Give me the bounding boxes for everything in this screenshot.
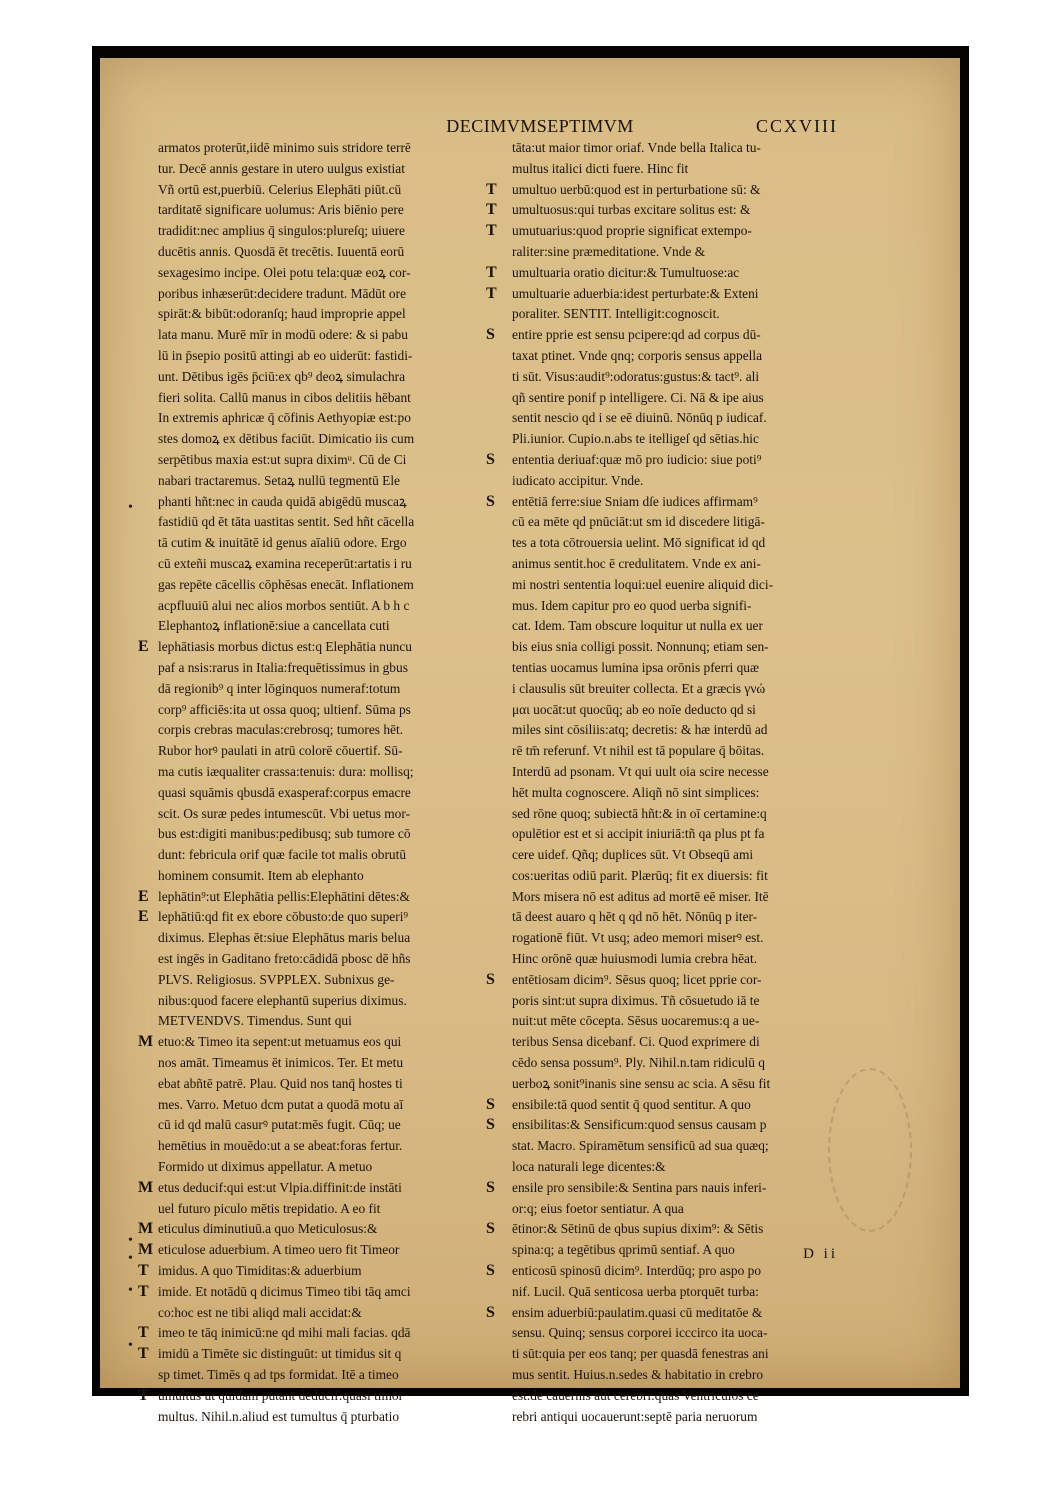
text-line-content: multus. Nihil.n.aliud est tumultus q̄ pturbatio bbox=[158, 1408, 400, 1424]
text-line bbox=[512, 138, 847, 159]
lemma-initial: T bbox=[486, 284, 497, 302]
text-line bbox=[158, 1053, 476, 1074]
text-line-content: umultuaria oratio dicitur:& Tumultuose:ac bbox=[512, 264, 740, 280]
text-line-content: PLVS. Religiosus. SVPPLEX. Subnixus ge- bbox=[158, 971, 395, 987]
text-line bbox=[138, 1032, 476, 1053]
text-line bbox=[512, 346, 847, 367]
text-line bbox=[158, 1365, 476, 1386]
text-line-content: quasi squāmis qbusdā exasperaf:corpus emacre bbox=[158, 784, 411, 800]
text-line-content: etus deducif:qui est:ut Vlpia.diffinit:de instāti bbox=[158, 1179, 402, 1195]
text-line bbox=[512, 907, 847, 928]
text-line bbox=[512, 741, 847, 762]
text-line-content: Interdū ad psonam. Vt qui uult oia scire necesse bbox=[512, 763, 769, 779]
text-line-content: poris sint:ut supra diximus. Tñ cōsuetudo iā te bbox=[512, 992, 760, 1008]
text-line bbox=[486, 1261, 847, 1282]
text-line bbox=[512, 1011, 847, 1032]
text-line-content: gas repēte cācellis cōphēsas enecāt. Inflationem bbox=[158, 576, 414, 592]
text-line-content: tur. Decē annis gestare in utero uulgus existiat bbox=[158, 160, 405, 176]
book-page bbox=[100, 58, 960, 1424]
text-line bbox=[512, 408, 847, 429]
text-line bbox=[158, 1115, 476, 1136]
text-line bbox=[158, 1157, 476, 1178]
text-line-content: ebat abñtē patrē. Plau. Quid nos tanq̄ hostes ti bbox=[158, 1075, 403, 1091]
text-line bbox=[158, 741, 476, 762]
text-line bbox=[158, 658, 476, 679]
text-line bbox=[138, 907, 476, 928]
lemma-initial: S bbox=[486, 1178, 495, 1196]
text-line-content: sexagesimo incipe. Olei potu tela:quæ eoꝝ cor- bbox=[158, 264, 411, 280]
text-line-content: umultus ut quidam putant deducif:quasi timor bbox=[158, 1387, 404, 1403]
text-line-content: lephātiū:qd fit ex ebore cōbusto:de quo superi⁹ bbox=[158, 909, 409, 925]
text-line-content: spina:q; a tegētibus qprimū sentiaf. A quo bbox=[512, 1242, 735, 1258]
margin-dot: • bbox=[128, 1251, 133, 1266]
text-line-content: acpfluuiū alui nec alios morbos sentiūt. A b h c bbox=[158, 597, 410, 613]
text-line-content: unt. Dētibus igēs p̄ciū:ex qb⁹ deoꝝ simulachra bbox=[158, 368, 406, 384]
text-line bbox=[486, 221, 847, 242]
text-line bbox=[158, 429, 476, 450]
text-line-content: eticulus diminutiuū.a quo Meticulosus:& bbox=[158, 1221, 378, 1237]
text-line-content: tā cutim & inuitātē id genus aīaliū odore. Ergo bbox=[158, 535, 407, 551]
text-line bbox=[486, 450, 847, 471]
text-line-content: imide. Et notādū q dicimus Timeo tibi tāq amci bbox=[158, 1283, 411, 1299]
text-line bbox=[512, 1157, 847, 1178]
text-line bbox=[158, 762, 476, 783]
text-line bbox=[158, 554, 476, 575]
text-line-content: cos:ueritas odiū parit. Plærūq; fit ex diuersis: fit bbox=[512, 867, 768, 883]
text-line bbox=[158, 159, 476, 180]
text-line bbox=[158, 450, 476, 471]
text-line-content: diximus. Elephas ēt:siue Elephātus maris belua bbox=[158, 930, 411, 946]
text-line-content: phanti hñt:nec in cauda quidā abigēdū muscaꝝ bbox=[158, 493, 407, 509]
text-line-content: fieri solita. Callū manus in cibos delitiis hēbant bbox=[158, 389, 411, 405]
text-line-content: ensim aduerbiū:paulatim.quasi cū meditatōe & bbox=[512, 1304, 763, 1320]
text-line bbox=[158, 512, 476, 533]
text-line-content: rē tm̄ referunf. Vt nihil est tā populare q̄ bōitas. bbox=[512, 743, 765, 759]
lemma-initial: T bbox=[138, 1345, 149, 1363]
text-line bbox=[512, 533, 847, 554]
margin-dot: • bbox=[128, 1338, 133, 1353]
text-line-content: METVENDVS. Timendus. Sunt qui bbox=[158, 1013, 352, 1029]
text-line bbox=[512, 159, 847, 180]
text-line-content: Hinc orōnē quæ huiusmodi lumia crebra hēat. bbox=[512, 951, 758, 967]
text-line-content: hominem consumit. Item ab elephanto bbox=[158, 867, 364, 883]
lemma-initial: T bbox=[486, 263, 497, 281]
text-line-content: uerboꝝ sonit⁹inanis sine sensu ac scia. A sēsu fit bbox=[512, 1075, 771, 1091]
text-line bbox=[138, 1261, 476, 1282]
text-line-content: cū ea mēte qd pnūciāt:ut sm id discedere litigā- bbox=[512, 514, 765, 530]
text-line-content: nos amāt. Timeamus ēt inimicos. Ter. Et metu bbox=[158, 1055, 404, 1071]
text-line bbox=[158, 575, 476, 596]
text-line-content: hēt multa cognoscere. Aliqñ nō sint simplices: bbox=[512, 784, 760, 800]
text-line bbox=[512, 1136, 847, 1157]
text-line-content: ma cutis iæqualiter crassa:tenuis: dura: mollisq; bbox=[158, 763, 414, 779]
text-line bbox=[158, 866, 476, 887]
lemma-initial: S bbox=[486, 1095, 495, 1113]
text-line-content: iudicato accipitur. Vnde. bbox=[512, 472, 644, 488]
text-line bbox=[512, 804, 847, 825]
text-line bbox=[512, 824, 847, 845]
text-line-content: i clausulis sūt breuiter collecta. Et a græcis γνώ bbox=[512, 680, 766, 696]
text-line-content: spirāt:& bibūt:odoranſq; haud improprie appel bbox=[158, 306, 406, 322]
text-line bbox=[512, 1386, 847, 1407]
text-line bbox=[158, 845, 476, 866]
text-line-content: tes a tota cōtrouersia uelint. Mō significat id qd bbox=[512, 535, 766, 551]
text-line-content: animus sentit.hoc ē credulitatem. Vnde ex ani- bbox=[512, 555, 761, 571]
text-line-content: sp timet. Timēs q ad tps formidat. Itē a timeo bbox=[158, 1367, 399, 1383]
text-line-content: ensibilitas:& Sensificum:quod sensus causam p bbox=[512, 1117, 767, 1133]
text-line bbox=[486, 1303, 847, 1324]
lemma-initial: T bbox=[138, 1386, 149, 1404]
lemma-initial: S bbox=[486, 1303, 495, 1321]
text-line bbox=[512, 429, 847, 450]
margin-dot: • bbox=[128, 1283, 133, 1298]
text-line-content: raliter:sine præmeditatione. Vnde & bbox=[512, 243, 706, 259]
text-line-content: nabari tractaremus. Setaꝝ nullū tegmentū Ele bbox=[158, 472, 400, 488]
text-line bbox=[158, 679, 476, 700]
text-line bbox=[158, 492, 476, 513]
text-line bbox=[158, 616, 476, 637]
text-line-content: mi nostri sententia loqui:uel euenire aliquid dici- bbox=[512, 576, 774, 592]
text-line bbox=[512, 1032, 847, 1053]
text-line bbox=[512, 845, 847, 866]
text-line-content: In extremis aphricæ q̄ cōfinis Aethyopiæ est:po bbox=[158, 410, 411, 426]
text-line-content: bus est:digiti manibus:pedibusq; sub tumore cō bbox=[158, 826, 411, 842]
lemma-initial: E bbox=[138, 908, 149, 926]
text-line-content: scit. Os suræ pedes intumescūt. Vbi uetus mor- bbox=[158, 805, 411, 821]
text-line bbox=[512, 949, 847, 970]
text-line-content: cat. Idem. Tam obscure loquitur ut nulla ex uer bbox=[512, 618, 763, 634]
text-line bbox=[486, 1095, 847, 1116]
margin-dot: • bbox=[128, 500, 133, 515]
text-line bbox=[512, 1074, 847, 1095]
lemma-initial: M bbox=[138, 1178, 154, 1196]
text-line bbox=[158, 408, 476, 429]
text-line bbox=[158, 471, 476, 492]
lemma-initial: M bbox=[138, 1033, 154, 1051]
text-line bbox=[138, 1344, 476, 1365]
text-line-content: armatos proterūt,iidē minimo suis stridore terrē bbox=[158, 140, 411, 155]
text-line-content: sed rōne quoq; subiectā hñt:& in oī certamine:q bbox=[512, 805, 767, 821]
lemma-initial: T bbox=[486, 180, 497, 198]
text-line-content: lephātin⁹:ut Elephātia pellis:Elephātini dētes:& bbox=[158, 888, 410, 904]
text-line bbox=[512, 367, 847, 388]
text-line bbox=[512, 554, 847, 575]
text-line-content: ententia deriuaf:quæ mō pro iudicio: siue poti⁹ bbox=[512, 451, 762, 467]
text-line bbox=[512, 658, 847, 679]
text-line bbox=[158, 700, 476, 721]
text-line bbox=[158, 138, 476, 159]
text-line bbox=[158, 180, 476, 201]
text-line-content: imidū a Timēte sic distinguūt: ut timidus sit q bbox=[158, 1346, 402, 1362]
text-line bbox=[512, 866, 847, 887]
text-line-content: μαι uocāt:ut quocūq; ab eo noīe deducto qd si bbox=[512, 701, 756, 717]
text-line bbox=[512, 637, 847, 658]
text-line bbox=[158, 304, 476, 325]
text-line bbox=[512, 1282, 847, 1303]
text-line bbox=[512, 1323, 847, 1344]
text-line-content: corpis crebras maculas:crebrosq; tumores hēt. bbox=[158, 722, 404, 738]
text-line bbox=[158, 1303, 476, 1324]
text-line bbox=[512, 700, 847, 721]
text-line-content: est.de cauernis aūt cerebri:quas Ventriculos ce bbox=[512, 1387, 759, 1403]
text-line-content: Elephantoꝝ inflationē:siue a cancellata cuti bbox=[158, 618, 390, 634]
text-line bbox=[158, 596, 476, 617]
text-line-content: cū exteñi muscaꝝ examina receperūt:artatis i ru bbox=[158, 555, 412, 571]
text-line bbox=[486, 1115, 847, 1136]
text-line bbox=[138, 1240, 476, 1261]
text-line-content: tentias uocamus lumina ipsa orōnis pferri quæ bbox=[512, 659, 759, 675]
text-line-content: nif. Lucil. Quā senticosa uerba ptorquēt turba: bbox=[512, 1283, 759, 1299]
margin-dot: • bbox=[128, 1233, 133, 1248]
text-line bbox=[486, 1219, 847, 1240]
text-line bbox=[138, 1178, 476, 1199]
lemma-initial: T bbox=[138, 1262, 149, 1280]
text-line bbox=[158, 991, 476, 1012]
text-line-content: poribus inhæserūt:decidere tradunt. Mādūt ore bbox=[158, 285, 407, 301]
text-line-content: tāta:ut maior timor oriaf. Vnde bella Italica tu- bbox=[512, 140, 761, 155]
text-line bbox=[158, 1011, 476, 1032]
text-line-content: cere uidef. Qñq; duplices sūt. Vt Obseqū ami bbox=[512, 847, 754, 863]
text-line-content: est ingēs in Gaditano freto:cādidā pbosc dē hñs bbox=[158, 951, 411, 967]
right-column bbox=[486, 138, 847, 1427]
text-line bbox=[486, 492, 847, 513]
text-line-content: entētiā ferre:siue Sniam dſe iudices affirmam⁹ bbox=[512, 493, 758, 509]
lemma-initial: S bbox=[486, 970, 495, 988]
text-line bbox=[512, 1240, 847, 1261]
text-line-content: sensu. Quinq; sensus corporei icccirco ita uoca- bbox=[512, 1325, 768, 1341]
text-line-content: cēdo sensa possum⁹. Ply. Nihil.n.tam ridiculū q bbox=[512, 1055, 765, 1071]
text-line bbox=[158, 533, 476, 554]
text-line bbox=[158, 367, 476, 388]
text-line-content: lephātiasis morbus dictus est:q Elephātia nuncu bbox=[158, 639, 412, 655]
text-line bbox=[138, 887, 476, 908]
lemma-initial: T bbox=[486, 201, 497, 219]
text-line-content: entētiosam dicim⁹. Sēsus quoq; licet pprie cor- bbox=[512, 971, 762, 987]
text-line-content: Rubor horꝰ paulati in atrū colorē cōuertif. Sū- bbox=[158, 743, 403, 759]
text-line bbox=[158, 824, 476, 845]
text-line bbox=[158, 783, 476, 804]
text-line-content: Mors misera nō est aditus ad mortē eē miser. Itē bbox=[512, 888, 769, 904]
text-line-content: umultuo uerbū:quod est in perturbatione sū: & bbox=[512, 181, 761, 197]
text-line-content: lū in p̄sepio positū attingi ab eo uiderūt: fastidi- bbox=[158, 347, 413, 363]
text-line bbox=[138, 1386, 476, 1407]
text-line-content: umutuarius:quod proprie significat extempo- bbox=[512, 223, 752, 239]
text-line-content: fastidiū qd ēt tāta uastitas sentit. Sed hñt cācella bbox=[158, 514, 415, 530]
text-line bbox=[138, 1282, 476, 1303]
lemma-initial: M bbox=[138, 1220, 154, 1238]
text-line-content: loca naturali lege dicentes:& bbox=[512, 1159, 666, 1175]
text-line bbox=[512, 242, 847, 263]
text-line bbox=[512, 1053, 847, 1074]
text-line-content: dunt: febricula orif quæ facile tot malis obrutū bbox=[158, 847, 407, 863]
text-line bbox=[512, 1199, 847, 1220]
text-line bbox=[512, 575, 847, 596]
text-line bbox=[512, 762, 847, 783]
text-line bbox=[512, 616, 847, 637]
lemma-initial: S bbox=[486, 326, 495, 344]
text-line-content: ensibile:tā quod sentit q̄ quod sentitur. A quo bbox=[512, 1096, 751, 1112]
lemma-initial: S bbox=[486, 492, 495, 510]
text-line-content: multus italici dicti fuere. Hinc fit bbox=[512, 160, 689, 176]
text-line-content: tā deest auaro q hēt q qd nō hēt. Nōnūq p iter- bbox=[512, 909, 758, 925]
text-line bbox=[158, 242, 476, 263]
text-line-content: uel futuro piculo mētis trepidatio. A eo fit bbox=[158, 1200, 381, 1216]
text-line bbox=[512, 783, 847, 804]
text-line-content: or:q; eius foetor sentiatur. A qua bbox=[512, 1200, 684, 1216]
text-line bbox=[486, 180, 847, 201]
text-line-content: taxat ptinet. Vnde qnq; corporis sensus appella bbox=[512, 347, 763, 363]
lemma-initial: S bbox=[486, 1220, 495, 1238]
text-line bbox=[158, 263, 476, 284]
text-line-content: mes. Varro. Metuo dcm putat a quodā motu aī bbox=[158, 1096, 404, 1112]
text-line bbox=[158, 1407, 476, 1428]
text-line-content: ti sūt:quia per eos tanq; per quasdā fenestras ani bbox=[512, 1346, 769, 1362]
text-line-content: imidus. A quo Timiditas:& aduerbium bbox=[158, 1263, 362, 1279]
text-line bbox=[486, 970, 847, 991]
text-line bbox=[158, 221, 476, 242]
text-line bbox=[158, 720, 476, 741]
text-line-content: nuit:ut mēte cōcepta. Sēsus uocaremus:q a ue- bbox=[512, 1013, 760, 1029]
text-line bbox=[158, 284, 476, 305]
folio-number: CCXVIII bbox=[756, 116, 838, 136]
text-line bbox=[512, 720, 847, 741]
text-line-content: umultuosus:qui turbas excitare solitus est: & bbox=[512, 202, 751, 218]
text-line-content: lata manu. Murē mīr in modū odere: & si pabu bbox=[158, 327, 408, 343]
text-line bbox=[512, 928, 847, 949]
text-line-content: Formido ut diximus appellatur. A metuo bbox=[158, 1159, 373, 1175]
text-line-content: serpētibus maxia est:ut supra diximᵘ. Cū de Ci bbox=[158, 451, 407, 467]
text-line-content: tarditatē significare uolumus: Aris biēnio pere bbox=[158, 202, 404, 218]
text-line bbox=[138, 1323, 476, 1344]
text-line-content: mus sentit. Huius.n.sedes & habitatio in crebro bbox=[512, 1367, 764, 1383]
text-line-content: poraliter. SENTIT. Intelligit:cognoscit. bbox=[512, 306, 720, 322]
left-column bbox=[138, 138, 476, 1427]
text-line-content: qñ sentire ponif p intelligere. Ci. Nā & ipe aius bbox=[512, 389, 764, 405]
text-line-content: mus. Idem capitur pro eo quod uerba signifi- bbox=[512, 597, 752, 613]
text-line bbox=[512, 304, 847, 325]
text-line bbox=[486, 1178, 847, 1199]
text-line-content: eticulose aduerbium. A timeo uero fit Timeor bbox=[158, 1242, 400, 1258]
text-line bbox=[512, 1407, 847, 1428]
text-line-content: teribus Sensa dicebanf. Ci. Quod exprimere di bbox=[512, 1034, 760, 1050]
text-line bbox=[486, 284, 847, 305]
text-line bbox=[512, 596, 847, 617]
signature-mark: D ii bbox=[803, 1246, 838, 1262]
text-line-content: ti sūt. Visus:audit⁹:odoratus:gustus:& tact⁹. ali bbox=[512, 368, 760, 384]
text-line-content: stes domoꝝ ex dētibus faciūt. Dimicatio iis cum bbox=[158, 431, 415, 447]
text-line bbox=[158, 970, 476, 991]
text-line bbox=[158, 1136, 476, 1157]
text-line-content: tradidit:nec amplius q̄ singulos:plureſq; uiuere bbox=[158, 223, 405, 239]
text-line-content: dā regionib⁹ q inter lōginquos numeraf:totum bbox=[158, 680, 401, 696]
text-line bbox=[158, 1074, 476, 1095]
text-line bbox=[486, 325, 847, 346]
text-line-content: paf a nsis:rarus in Italia:frequētissimus in gbus bbox=[158, 659, 408, 675]
lemma-initial: E bbox=[138, 638, 149, 656]
text-line bbox=[158, 1095, 476, 1116]
lemma-initial: T bbox=[486, 222, 497, 240]
text-line-content: hemētius in mouēdo:ut a se abeat:foras fertur. bbox=[158, 1138, 403, 1154]
text-line-content: etuo:& Timeo ita sepent:ut metuamus eos qui bbox=[158, 1034, 402, 1050]
text-line-content: corp⁹ afficiēs:ita ut ossa quoq; ultienf. Sūma ps bbox=[158, 701, 411, 717]
text-line bbox=[512, 991, 847, 1012]
running-head: DECIMVMSEPTIMVM bbox=[446, 116, 634, 136]
text-line-content: Pli.iunior. Cupio.n.abs te itelligeſ qd sētias.hic bbox=[512, 431, 759, 447]
text-line bbox=[158, 200, 476, 221]
text-line bbox=[512, 388, 847, 409]
text-line-content: entire pprie est sensu pcipere:qd ad corpus dū- bbox=[512, 327, 761, 343]
text-line bbox=[158, 388, 476, 409]
text-line bbox=[512, 887, 847, 908]
lemma-initial: E bbox=[138, 887, 149, 905]
lemma-initial: T bbox=[138, 1324, 149, 1342]
text-line bbox=[512, 1344, 847, 1365]
text-line bbox=[138, 1219, 476, 1240]
text-line-content: sentit nescio qd i se eē diuinū. Nōnūq p iudicaf. bbox=[512, 410, 767, 426]
text-line-content: co:hoc est ne tibi aliqd mali accidat:& bbox=[158, 1304, 362, 1320]
text-line-content: ensile pro sensibile:& Sentina pars nauis inferi- bbox=[512, 1179, 767, 1195]
text-line-content: miles sint cōsiliis:atq; decretis: & hæ interdū ad bbox=[512, 722, 768, 738]
lemma-initial: S bbox=[486, 1262, 495, 1280]
faint-stamp-mark bbox=[828, 1068, 912, 1232]
text-line-content: rebri antiqui uocauerunt:septē paria neruorum bbox=[512, 1408, 758, 1424]
text-line-content: Vñ ortū est,puerbiū. Celerius Elephāti piūt.cū bbox=[158, 181, 402, 197]
text-line-content: rogationē fiūt. Vt usq; adeo memori miserꝰ est. bbox=[512, 930, 764, 946]
text-line bbox=[158, 928, 476, 949]
text-line bbox=[512, 679, 847, 700]
text-line bbox=[158, 325, 476, 346]
text-line bbox=[158, 804, 476, 825]
lemma-initial: S bbox=[486, 1116, 495, 1134]
text-line-content: ētinor:& Sētinū de qbus supius dixim⁹: & Sētis bbox=[512, 1221, 764, 1237]
text-line-content: bis eius snia colligi possit. Nonnunq; etiam sen- bbox=[512, 639, 769, 655]
lemma-initial: M bbox=[138, 1241, 154, 1259]
text-line-content: umultuarie aduerbia:idest perturbate:& Exteni bbox=[512, 285, 759, 301]
text-line bbox=[512, 471, 847, 492]
text-line-content: opulētior est et si accipit iniuriā:tñ qa plus pt fa bbox=[512, 826, 765, 842]
text-line bbox=[512, 512, 847, 533]
text-line bbox=[158, 346, 476, 367]
text-line-content: stat. Macro. Spiramētum sensificū ad sua quæq; bbox=[512, 1138, 769, 1154]
text-line bbox=[158, 1199, 476, 1220]
text-line bbox=[138, 637, 476, 658]
text-line-content: enticosū spinosū dicim⁹. Interdūq; pro aspo po bbox=[512, 1263, 762, 1279]
text-line-content: nibus:quod facere elephantū superius diximus. bbox=[158, 992, 407, 1008]
text-line-content: imeo te tāq inimicū:ne qd mihi mali facias. qdā bbox=[158, 1325, 411, 1341]
text-line-content: ducētis annis. Quosdā ēt trecētis. Iuuentā eorū bbox=[158, 243, 405, 259]
text-line bbox=[158, 949, 476, 970]
text-line bbox=[486, 200, 847, 221]
text-line bbox=[512, 1365, 847, 1386]
lemma-initial: S bbox=[486, 450, 495, 468]
text-line-content: cū id qd malū casurꝰ putat:mēs fugit. Cūq; ue bbox=[158, 1117, 401, 1133]
text-line bbox=[486, 263, 847, 284]
lemma-initial: T bbox=[138, 1282, 149, 1300]
